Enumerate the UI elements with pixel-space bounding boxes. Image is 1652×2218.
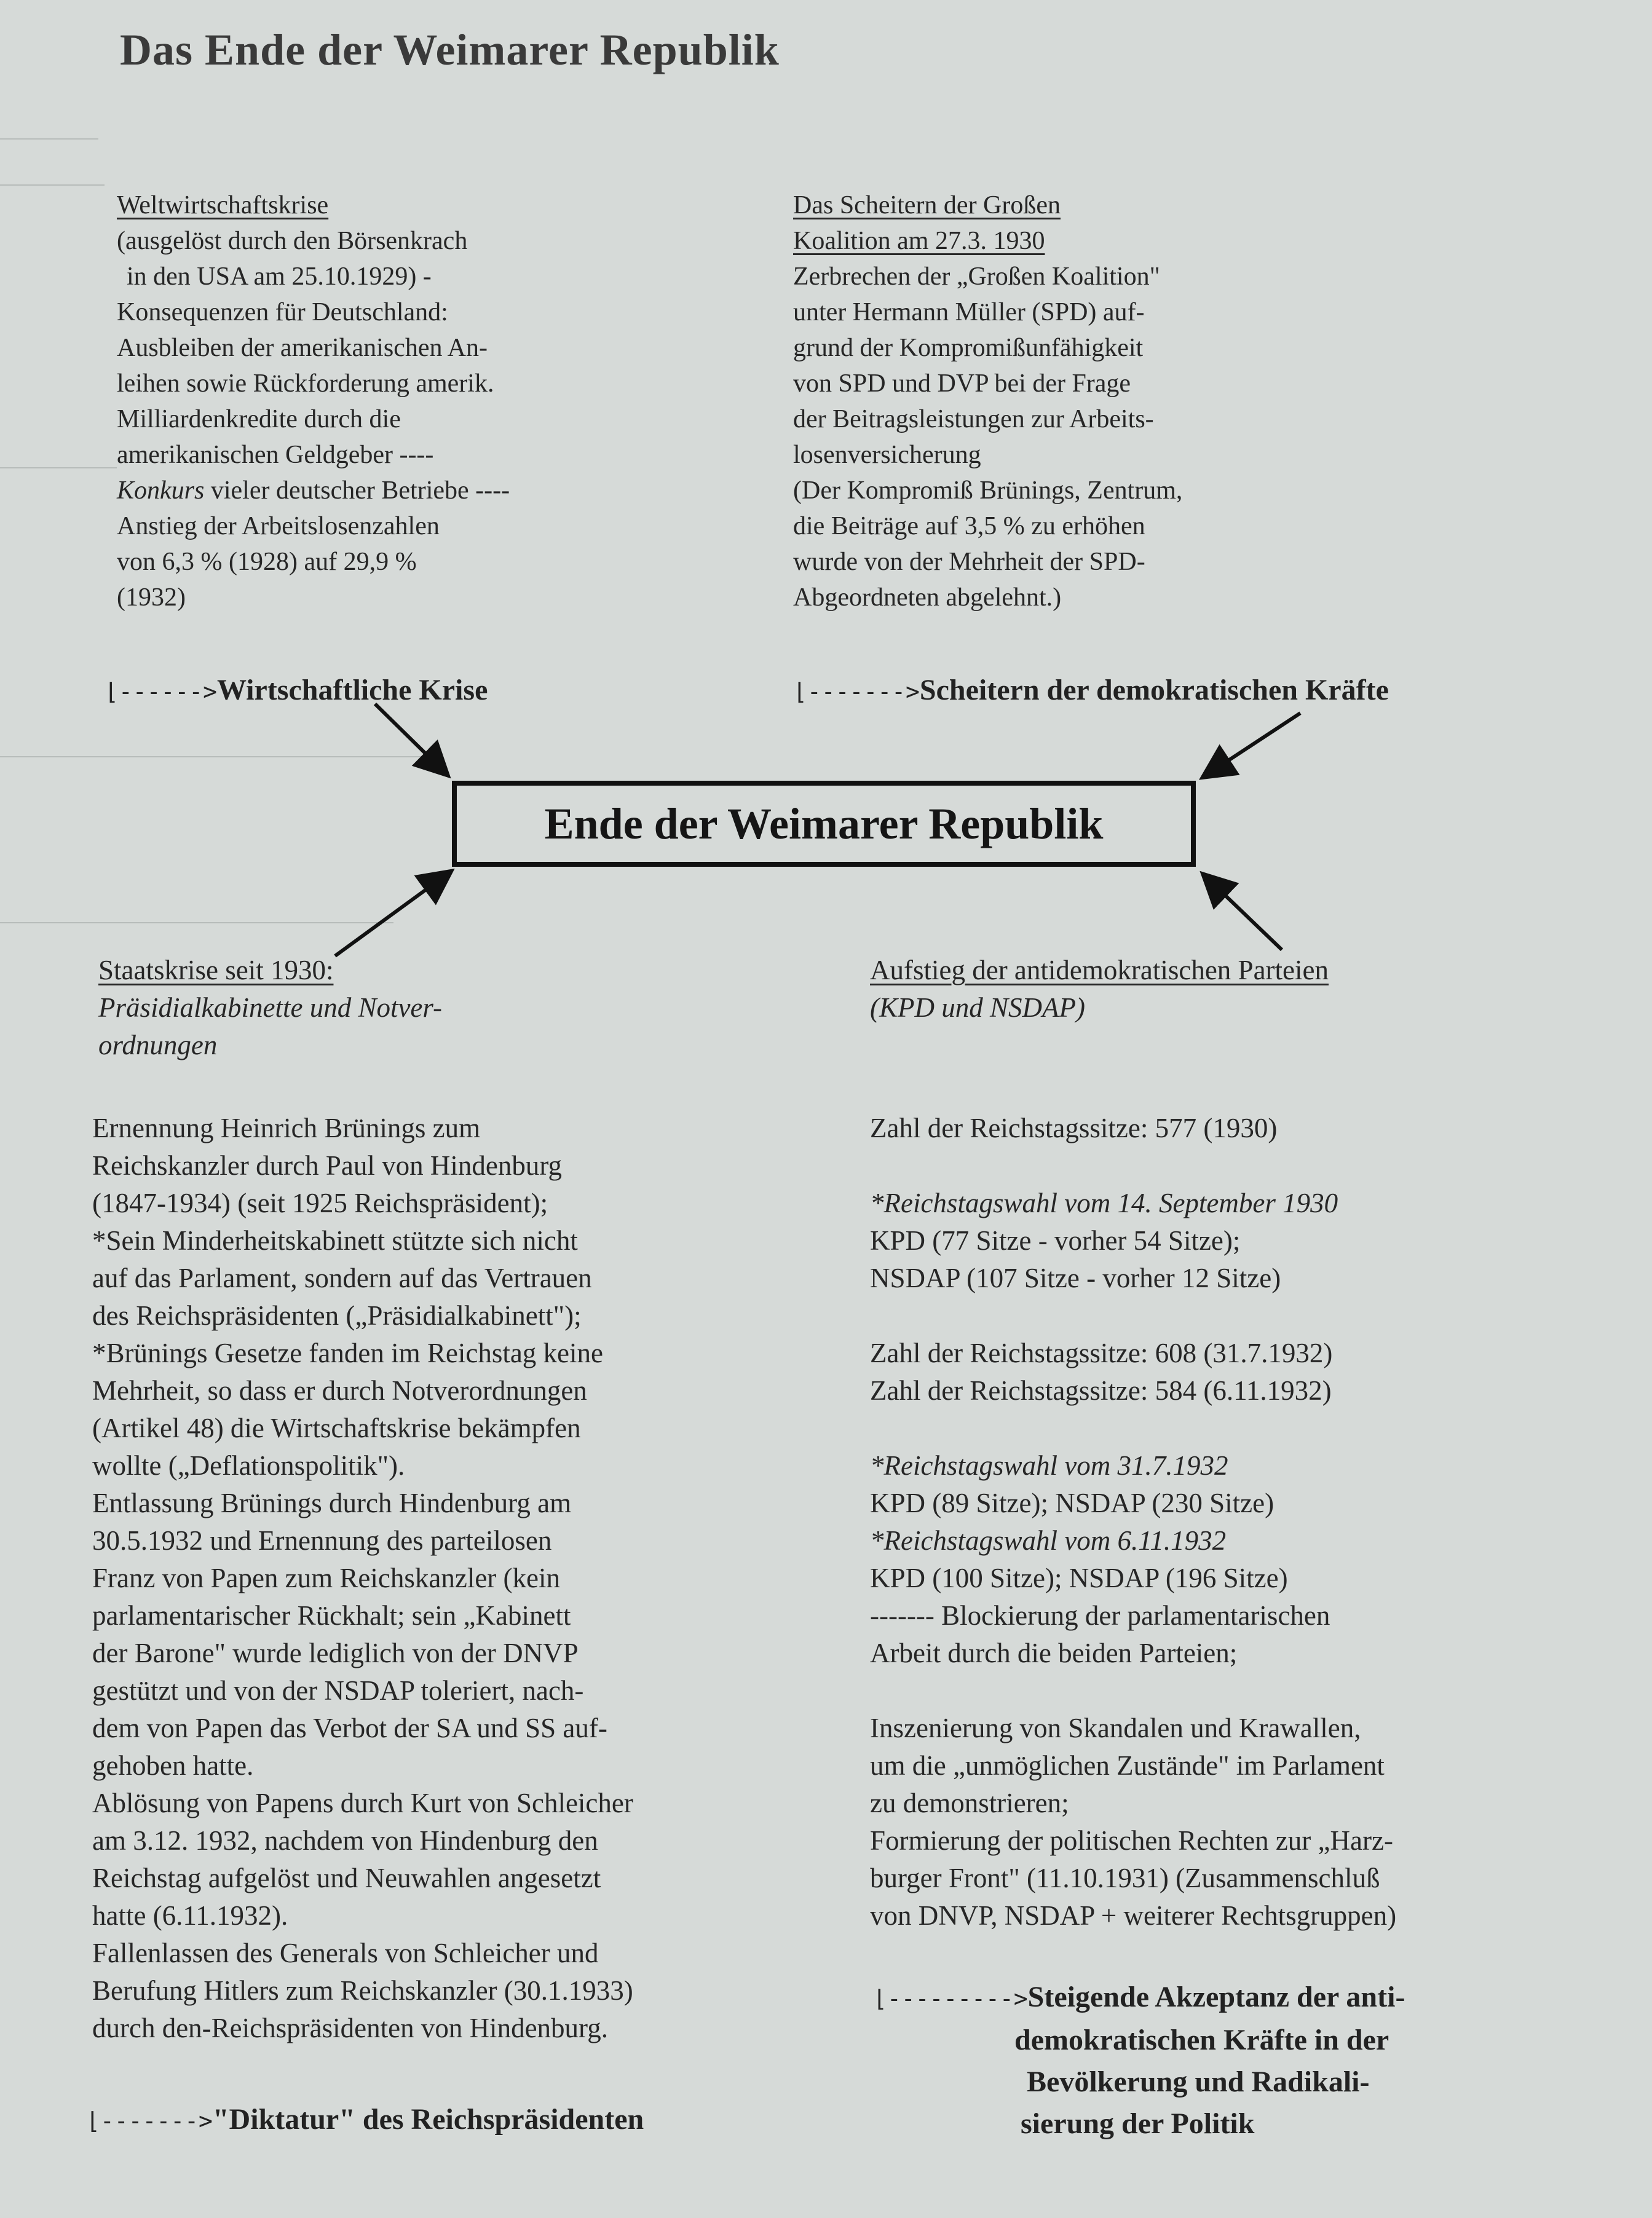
- text-line: *Reichstagswahl vom 6.11.1932: [870, 1525, 1227, 1556]
- text-line: KPD (100 Sitze); NSDAP (196 Sitze): [870, 1563, 1288, 1593]
- text-line: um die „unmöglichen Zustände" im Parlament: [870, 1750, 1385, 1781]
- text-line: von 6,3 % (1928) auf 29,9 %: [117, 548, 417, 576]
- text-line: Ablösung von Papens durch Kurt von Schleicher: [92, 1788, 633, 1818]
- text-line: Inszenierung von Skandalen und Krawallen,: [870, 1713, 1361, 1743]
- dashed-arrow-icon: ⌊------>: [105, 678, 218, 705]
- text-line: Reichskanzler durch Paul von Hindenburg: [92, 1150, 562, 1181]
- result-label: Scheitern der demokratischen Kräfte: [919, 674, 1389, 706]
- text-line: Franz von Papen zum Reichskanzler (kein: [92, 1563, 561, 1593]
- text-line: am 3.12. 1932, nachdem von Hindenburg den: [92, 1825, 598, 1856]
- text-line: Zerbrechen der „Großen Koalition": [793, 262, 1160, 291]
- text-line: *Reichstagswahl vom 31.7.1932: [870, 1450, 1228, 1481]
- text-line: 30.5.1932 und Ernennung des parteilosen: [92, 1525, 552, 1556]
- text-line: (Artikel 48) die Wirtschaftskrise bekämpfen: [92, 1413, 581, 1443]
- section-heading: Koalition am 27.3. 1930: [793, 227, 1045, 255]
- result-line: [873, 1976, 1405, 2019]
- text-line: der Barone" wurde lediglich von der DNVP: [92, 1638, 579, 1668]
- result-akzeptanz: [873, 1976, 1405, 2145]
- text-line: burger Front" (11.10.1931) (Zusammenschluß: [870, 1863, 1380, 1893]
- center-label: Ende der Weimarer Republik: [544, 799, 1104, 848]
- text-line: dem von Papen das Verbot der SA und SS auf-: [92, 1713, 607, 1743]
- text-line: KPD (77 Sitze - vorher 54 Sitze);: [870, 1225, 1241, 1256]
- text-line: grund der Kompromißunfähigkeit: [793, 334, 1144, 362]
- text-line: Konsequenzen für Deutschland:: [117, 298, 448, 326]
- text-line: hatte (6.11.1932).: [92, 1900, 288, 1931]
- text-line: parlamentarischer Rückhalt; sein „Kabinett: [92, 1600, 571, 1631]
- section-subheading: Präsidialkabinette und Notver-: [98, 992, 443, 1023]
- result-line: Bevölkerung und Radikali-: [1027, 2066, 1370, 2098]
- text-line: wurde von der Mehrheit der SPD-: [793, 548, 1145, 576]
- text-line: Berufung Hitlers zum Reichskanzler (30.1.1933): [92, 1975, 633, 2006]
- text-line: Ausbleiben der amerikanischen An-: [117, 334, 488, 362]
- result-diktatur: [86, 2102, 644, 2136]
- konkurs-word: Konkurs: [117, 476, 205, 505]
- text-line: der Beitragsleistungen zur Arbeits-: [793, 405, 1154, 433]
- text-line: (ausgelöst durch den Börsenkrach: [117, 227, 468, 255]
- section-subheading: ordnungen: [98, 1030, 218, 1060]
- dashed-arrow-icon: ⌊------->: [86, 2107, 213, 2134]
- text-line: [870, 1410, 1396, 1447]
- text-line: [870, 1672, 1396, 1710]
- text-line: Zahl der Reichstagssitze: 577 (1930): [870, 1113, 1278, 1143]
- text-line: leihen sowie Rückforderung amerik.: [117, 369, 494, 398]
- section-heading: Aufstieg der antidemokratischen Parteien: [870, 955, 1329, 985]
- text-line: von SPD und DVP bei der Frage: [793, 369, 1131, 398]
- dashed-arrow-icon: ⌊------->: [793, 678, 920, 705]
- text-fragment: vieler deutscher Betriebe ----: [204, 476, 510, 505]
- text-line: Arbeit durch die beiden Parteien;: [870, 1638, 1238, 1668]
- text-line: wollte („Deflationspolitik").: [92, 1450, 405, 1481]
- text-line: Zahl der Reichstagssitze: 608 (31.7.1932): [870, 1338, 1333, 1368]
- text-line: [870, 1297, 1396, 1335]
- text-line: Formierung der politischen Rechten zur „Harz-: [870, 1825, 1393, 1856]
- result-line: sierung der Politik: [1021, 2107, 1255, 2140]
- text-line: (1932): [117, 583, 186, 612]
- section-heading: Weltwirtschaftskrise: [117, 191, 329, 219]
- text-line: zu demonstrieren;: [870, 1788, 1069, 1818]
- parteien-body: [870, 1110, 1396, 1935]
- text-line: unter Hermann Müller (SPD) auf-: [793, 298, 1145, 326]
- arrow-top-right: [1205, 713, 1300, 776]
- section-heading: Staatskrise seit 1930:: [98, 955, 334, 985]
- arrow-bottom-right: [1205, 876, 1282, 950]
- section-staatskrise: [98, 952, 442, 1064]
- text-line: Anstieg der Arbeitslosenzahlen: [117, 512, 440, 540]
- text-line: Zahl der Reichstagssitze: 584 (6.11.1932): [870, 1375, 1332, 1406]
- text-line: NSDAP (107 Sitze - vorher 12 Sitze): [870, 1263, 1281, 1293]
- text-line: gestützt und von der NSDAP toleriert, nach-: [92, 1675, 584, 1706]
- result-label: Steigende Akzeptanz der anti-: [1027, 1981, 1405, 2013]
- text-line: KPD (89 Sitze); NSDAP (230 Sitze): [870, 1488, 1275, 1518]
- text-line: Reichstag aufgelöst und Neuwahlen angesetzt: [92, 1863, 601, 1893]
- section-heading: Das Scheitern der Großen: [793, 191, 1061, 219]
- text-line: von DNVP, NSDAP + weiterer Rechtsgruppen): [870, 1900, 1397, 1931]
- staatskrise-body: [92, 1110, 633, 2047]
- text-line: Milliardenkredite durch die: [117, 405, 401, 433]
- text-line: in den USA am 25.10.1929) -: [127, 262, 432, 291]
- text-line: *Reichstagswahl vom 14. September 1930: [870, 1188, 1338, 1218]
- page-title: Das Ende der Weimarer Republik: [120, 25, 780, 74]
- text-line: Mehrheit, so dass er durch Notverordnungen: [92, 1375, 587, 1406]
- result-label: Wirtschaftliche Krise: [217, 674, 488, 706]
- text-line: amerikanischen Geldgeber ----: [117, 441, 434, 469]
- text-line: (1847-1934) (seit 1925 Reichspräsident);: [92, 1188, 548, 1218]
- text-line: Abgeordneten abgelehnt.): [793, 583, 1062, 612]
- text-line: *Brünings Gesetze fanden im Reichstag keine: [92, 1338, 604, 1368]
- text-line: [870, 1147, 1396, 1185]
- arrow-bottom-left: [335, 873, 449, 956]
- text-line: ------- Blockierung der parlamentarischen: [870, 1600, 1330, 1631]
- arrow-top-left: [375, 704, 446, 773]
- text-line: des Reichspräsidenten („Präsidialkabinett");: [92, 1300, 582, 1331]
- result-label: "Diktatur" des Reichspräsidenten: [212, 2103, 644, 2136]
- text-line: (Der Kompromiß Brünings, Zentrum,: [793, 476, 1183, 505]
- text-line: die Beiträge auf 3,5 % zu erhöhen: [793, 512, 1145, 540]
- text-line: Entlassung Brünings durch Hindenburg am: [92, 1488, 572, 1518]
- text-line: losenversicherung: [793, 441, 981, 469]
- result-line: demokratischen Kräfte in der: [1014, 2024, 1389, 2056]
- section-subheading: (KPD und NSDAP): [870, 992, 1085, 1023]
- text-line: Fallenlassen des Generals von Schleicher und: [92, 1938, 599, 1968]
- text-line: gehoben hatte.: [92, 1750, 254, 1781]
- dashed-arrow-icon: ⌊--------->: [873, 1985, 1028, 2012]
- text-line: auf das Parlament, sondern auf das Vertrauen: [92, 1263, 592, 1293]
- section-antidemokratische-parteien: [870, 952, 1329, 1027]
- text-line: durch den-Reichspräsidenten von Hindenburg.: [92, 2013, 608, 2043]
- text-line: Ernennung Heinrich Brünings zum: [92, 1113, 481, 1143]
- text-line: *Sein Minderheitskabinett stützte sich nicht: [92, 1225, 578, 1256]
